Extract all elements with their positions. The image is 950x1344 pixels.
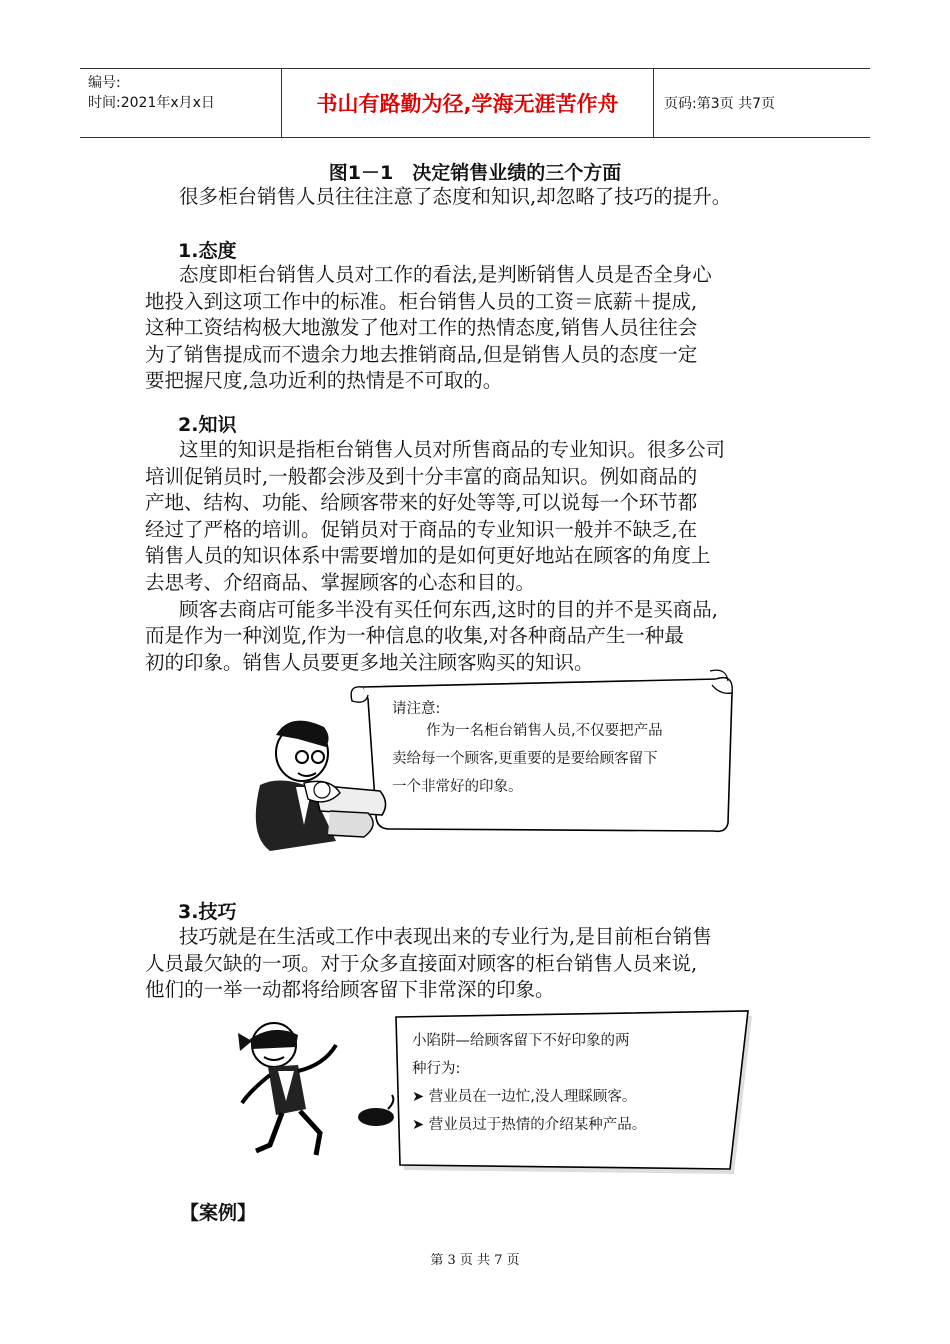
cartoon-runner-icon [238, 1023, 394, 1155]
text-line: 他们的一举一动都将给顾客留下非常深的印象。 [145, 978, 555, 1002]
text-line: 经过了严格的培训。促销员对于商品的专业知识一般并不缺乏,在 [145, 517, 698, 541]
note-attention-body [392, 717, 722, 801]
text-line: 要把握尺度,急功近利的热情是不可取的。 [145, 369, 503, 393]
intro-text: 很多柜台销售人员往往注意了态度和知识,却忽略了技巧的提升。 [179, 185, 732, 208]
text-line: 为了销售提成而不遗余力地去推销商品,但是销售人员的态度一定 [145, 342, 698, 366]
text-line: 人员最欠缺的一项。对于众多直接面对顾客的柜台销售人员来说, [145, 951, 698, 975]
text-line: 态度即柜台销售人员对工作的看法,是判断销售人员是否全身心 [179, 263, 712, 286]
note-line: 作为一名柜台销售人员,不仅要把产品 [426, 723, 663, 739]
text-line: 这种工资结构极大地激发了他对工作的热情态度,销售人员往往会 [145, 316, 698, 340]
note-line: 一个非常好的印象。 [392, 779, 523, 795]
text-line: 顾客去商店可能多半没有买任何东西,这时的目的并不是买商品, [179, 597, 718, 621]
note-attention-title: 请注意: [392, 701, 441, 717]
section-heading-skill: 3.技巧 [178, 901, 237, 923]
section-body-attitude [145, 262, 835, 395]
text-line: 地投入到这项工作中的标准。柜台销售人员的工资＝底薪＋提成, [145, 289, 698, 313]
arrow-bullet-icon: ➤ [412, 1089, 429, 1105]
text-line: 去思考、介绍商品、掌握顾客的心态和目的。 [145, 570, 536, 594]
text-line: 这里的知识是指柜台销售人员对所售商品的专业知识。很多公司 [179, 438, 726, 461]
text-line: 培训促销员时,一般都会涉及到十分丰富的商品知识。例如商品的 [145, 464, 698, 488]
bullet-item: ➤ 营业员过于热情的介绍某种产品。 [412, 1117, 647, 1133]
page-header [80, 68, 870, 138]
note-trap-body [412, 1027, 712, 1139]
number-label: 编号: [88, 75, 121, 91]
bullet-item: ➤ 营业员在一边忙,没人理睬顾客。 [412, 1089, 637, 1105]
page-footer: 第 3 页 共 7 页 [430, 1253, 520, 1268]
header-motto: 书山有路勤为径,学海无涯苦作舟 [282, 69, 654, 137]
text-line: 销售人员的知识体系中需要增加的是如何更好地站在顾客的角度上 [145, 544, 711, 568]
section-heading-knowledge: 2.知识 [178, 414, 237, 436]
text-line: 产地、结构、功能、给顾客带来的好处等等,可以说每一个环节都 [145, 491, 698, 515]
section-heading-attitude: 1.态度 [178, 240, 237, 262]
note-trap-illustration [220, 1005, 760, 1185]
header-page-label: 页码:第3页 共7页 [664, 96, 775, 112]
note-attention-illustration [240, 665, 740, 865]
arrow-bullet-icon: ➤ [412, 1117, 429, 1133]
text-line: 而是作为一种浏览,作为一种信息的收集,对各种商品产生一种最 [145, 624, 684, 648]
header-meta [80, 69, 282, 137]
note-line: 种行为: [412, 1061, 461, 1077]
case-heading: 【案例】 [180, 1202, 257, 1224]
note-line: 小陷阱—给顾客留下不好印象的两 [412, 1033, 630, 1049]
cartoon-man-icon [256, 721, 386, 851]
text-line: 技巧就是在生活或工作中表现出来的专业行为,是目前柜台销售 [179, 925, 712, 948]
figure-title: 图1－1 决定销售业绩的三个方面 [328, 162, 622, 184]
text-line: 初的印象。销售人员要更多地关注顾客购买的知识。 [145, 650, 594, 674]
note-line: 卖给每一个顾客,更重要的是要给顾客留下 [392, 751, 658, 767]
section-body-skill [145, 924, 835, 1004]
time-label: 时间:2021年x月x日 [88, 95, 215, 111]
section-body-knowledge [145, 437, 835, 676]
intro-paragraph [145, 184, 835, 211]
